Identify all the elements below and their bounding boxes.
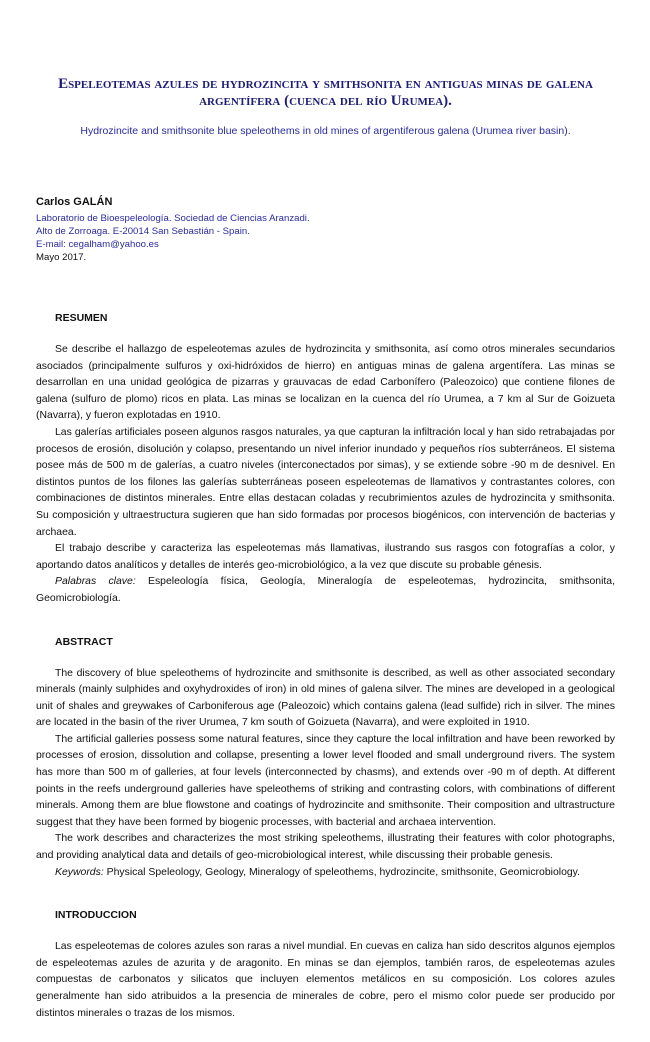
keywords: Espeleología física, Geología, Mineralogía de espeleotemas, hydrozincita, smithsonita, Geomicrobiología. xyxy=(36,576,615,604)
introduccion-body xyxy=(36,939,615,1022)
paragraph: Se describe el hallazgo de espeleotemas azules de hydrozincita y smithsonita, así como otros minerales secundarios asociados (principalmente sulfuros y oxi-hidróxidos de hierro) en antiguas minas de galena argentífera. Las minas se desarrollan en una unidad geológica de pizarras y grauvacas de edad Carbonífero (Paleozoico) que contiene filones de galena (sulfuro de plomo) ricos en plata. Las minas se localizan en la cuenca del río Urumea, a 7 km al Sur de Goizueta (Navarra), y fueron explotadas en 1910. xyxy=(36,344,615,422)
paragraph: The discovery of blue speleothems of hydrozincite and smithsonite is described, as well as other associated secondary minerals (mainly sulphides and oxyhydroxides of iron) in old mines of galena silver. The mines are developed in a geological unit of shales and greywakes of Carboniferous age (Paleozoic) which contains galena (lead sulfide) rich in silver. The mines are located in the basin of the river Urumea, 7 km south of Goizueta (Navarra), and were exploited in 1910. xyxy=(36,667,615,729)
keywords: Physical Speleology, Geology, Mineralogy of speleothems, hydrozincite, smithsonite, Geomicrobiology. xyxy=(103,866,581,878)
email-line: E-mail: cegalham@yahoo.es xyxy=(36,239,159,250)
paragraph: El trabajo describe y caracteriza las espeleotemas más llamativas, ilustrando sus rasgos con fotografías a color, y aportando datos analíticos y detalles de interés geo-microbiológico, a la vez que discute su probable génesis. xyxy=(36,543,615,571)
paragraph: The artificial galleries possess some natural features, since they capture the local infiltration and have been reworked by processes of erosion, dissolution and collapse, presenting a lower level flooded and small underground rivers. The system has more than 500 m of galleries, at four levels (interconnected by chasms), and extends over -90 m of depth. At different points in the reefs underground galleries have speleothems of striking and contrasting colors, with combinations of different minerals. Among them are blue flowstone and coatings of hydrozincite and smithsonite. Their composition and ultrastructure suggest that they have been formed by biogenic processes, with bacterial and archaea intervention. xyxy=(36,733,615,828)
publication-date: Mayo 2017. xyxy=(36,252,87,263)
abstract-heading: ABSTRACT xyxy=(55,635,113,648)
keywords-label: Palabras clave: xyxy=(55,576,136,588)
english-subtitle: Hydrozincite and smithsonite blue speleothems in old mines of argentiferous galena (Urumea river basin). xyxy=(80,125,571,137)
abstract-body xyxy=(36,666,615,882)
affiliation-block xyxy=(36,212,615,264)
resumen-body xyxy=(36,342,615,608)
paragraph: Las espeleotemas de colores azules son raras a nivel mundial. En cuevas en caliza han sido descritos algunos ejemplos de espeleotemas azules de azurita y de aragonito. En minas se dan ejemplos, también raros, de espeleotemas azules compuestas de carbonatos y silicatos que incluyen elementos metálicos en su composición. Los colores azules generalmente han sido atribuidos a la presencia de minerales de cobre, pero el mismo color puede ser producido por distintos minerales o trazas de los mismos. xyxy=(36,941,615,1019)
affiliation-line: Laboratorio de Bioespeleología. Sociedad de Ciencias Aranzadi. xyxy=(36,213,310,224)
author-name: Carlos GALÁN xyxy=(36,196,113,208)
paragraph: Las galerías artificiales poseen algunos rasgos naturales, ya que capturan la infiltración local y han sido retrabajadas por procesos de erosión, disolución y colapso, presentando un nivel inferior inundado y pequeños ríos subterráneos. El sistema posee más de 500 m de galerías, a cuatro niveles (interconectados por simas), y se extiende sobre -90 m de desnivel. En distintos puntos de los filones las galerías subterráneas poseen espeleotemas de llamativos y contrastantes colores, con combinaciones de distintos minerales. Entre ellas destacan coladas y recubrimientos azules de hydrozincita y smithsonita. Su composición y ultraestructura sugieren que han sido formadas por procesos biogénicos, con intervención de bacterias y archaea. xyxy=(36,426,615,538)
introduccion-heading: INTRODUCCION xyxy=(55,909,137,922)
keywords-paragraph xyxy=(36,574,615,607)
keywords-paragraph xyxy=(36,865,615,882)
keywords-label: Keywords: xyxy=(55,866,104,878)
paragraph: The work describes and characterizes the most striking speleothems, illustrating their features with color photographs, and providing analytical data and details of geo-microbiological interest, while discussing their probable genesis. xyxy=(36,833,615,862)
paper-title: Espeleotemas azules de hydrozincita y smithsonita en antiguas minas de galena argentífera (cuenca del río Urumea). xyxy=(58,76,593,109)
affiliation-line: Alto de Zorroaga. E-20014 San Sebastián - Spain. xyxy=(36,226,250,237)
resumen-heading: RESUMEN xyxy=(55,312,108,324)
